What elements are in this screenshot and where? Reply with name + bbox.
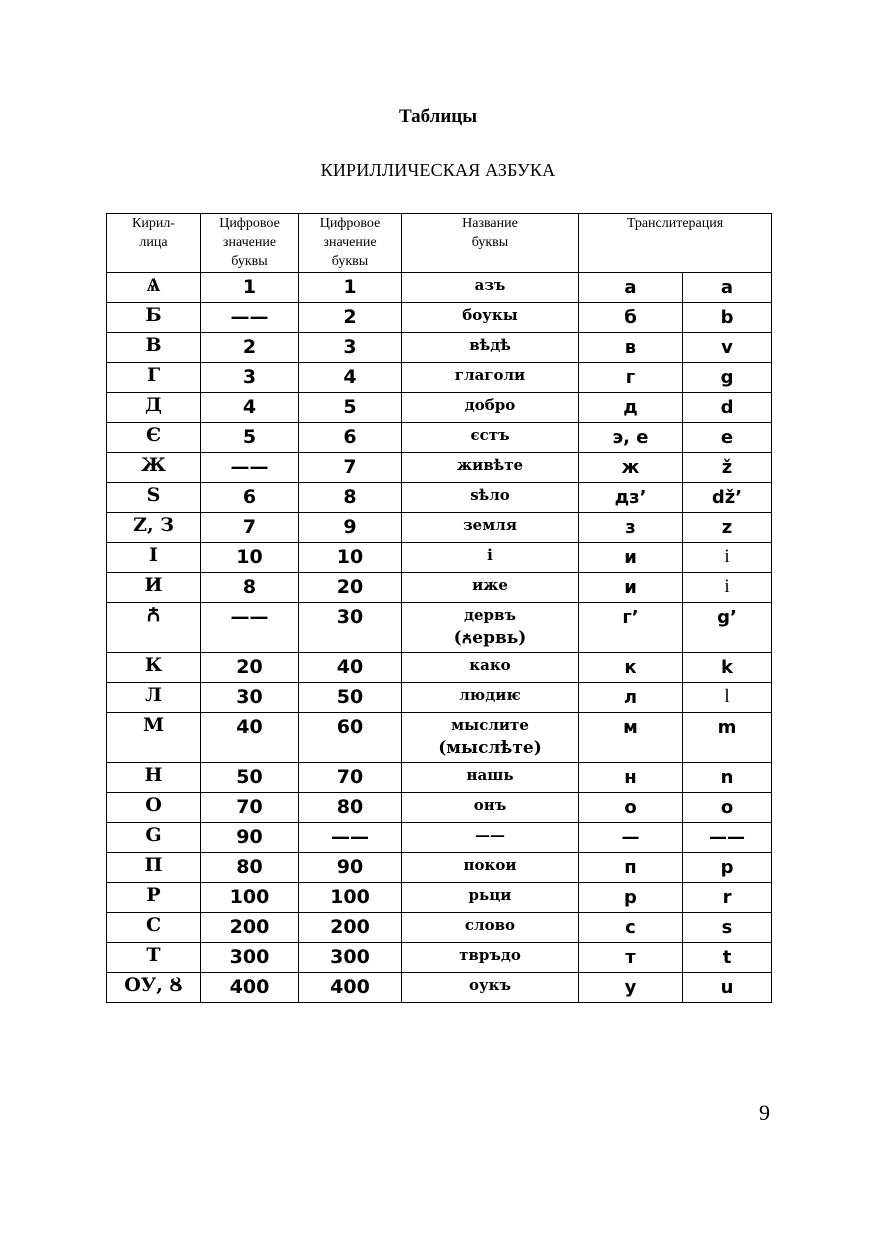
numeric-value-1: 8 bbox=[201, 573, 299, 603]
table-row bbox=[107, 913, 772, 943]
cyrillic-letter: И bbox=[107, 573, 201, 603]
numeric-value-2: 7 bbox=[299, 453, 402, 483]
transliteration-cyrillic: п bbox=[579, 853, 683, 883]
page-heading: Таблицы bbox=[398, 106, 478, 127]
header-transliteration-label: Транслитерация bbox=[626, 216, 724, 231]
letter-name-text: мыслите bbox=[451, 716, 529, 734]
letter-name-text: боукы bbox=[462, 306, 518, 324]
numeric-value-1: 1 bbox=[201, 273, 299, 303]
transliteration-cyrillic: т bbox=[579, 943, 683, 973]
transliteration-latin: i bbox=[683, 573, 772, 603]
letter-name bbox=[402, 853, 579, 883]
table-row bbox=[107, 793, 772, 823]
cyrillic-letter: ОУ, Ȣ bbox=[107, 973, 201, 1003]
table-row bbox=[107, 943, 772, 973]
letter-name-text: иже bbox=[472, 576, 508, 594]
cyrillic-letter: Т bbox=[107, 943, 201, 973]
table-row bbox=[107, 423, 772, 453]
numeric-value-1: —— bbox=[201, 453, 299, 483]
transliteration-cyrillic: и bbox=[579, 573, 683, 603]
numeric-value-2: 70 bbox=[299, 763, 402, 793]
cyrillic-letter: Л bbox=[107, 683, 201, 713]
numeric-value-1: —— bbox=[201, 603, 299, 653]
numeric-value-2: 4 bbox=[299, 363, 402, 393]
letter-name bbox=[402, 513, 579, 543]
numeric-value-1: 5 bbox=[201, 423, 299, 453]
letter-name-text: —— bbox=[475, 826, 505, 844]
letter-name bbox=[402, 943, 579, 973]
table-row bbox=[107, 453, 772, 483]
cyrillic-letter: С bbox=[107, 913, 201, 943]
transliteration-cyrillic: н bbox=[579, 763, 683, 793]
numeric-value-1: 80 bbox=[201, 853, 299, 883]
numeric-value-2: 9 bbox=[299, 513, 402, 543]
letter-name bbox=[402, 763, 579, 793]
letter-name bbox=[402, 573, 579, 603]
letter-name-text: глаголи bbox=[454, 366, 526, 384]
transliteration-latin: k bbox=[683, 653, 772, 683]
table-row bbox=[107, 653, 772, 683]
letter-name-text: како bbox=[469, 656, 511, 674]
numeric-value-2: 20 bbox=[299, 573, 402, 603]
letter-name bbox=[402, 793, 579, 823]
numeric-value-1: 2 bbox=[201, 333, 299, 363]
header-numeric-value-1-label: Цифровое значение буквы bbox=[219, 216, 280, 269]
numeric-value-2: 3 bbox=[299, 333, 402, 363]
letter-name bbox=[402, 393, 579, 423]
header-letter-name-label: Название буквы bbox=[462, 216, 518, 250]
table-body bbox=[107, 273, 772, 1003]
table-row bbox=[107, 483, 772, 513]
letter-name bbox=[402, 973, 579, 1003]
numeric-value-1: 6 bbox=[201, 483, 299, 513]
numeric-value-1: 70 bbox=[201, 793, 299, 823]
numeric-value-2: 90 bbox=[299, 853, 402, 883]
cyrillic-letter: Ѕ bbox=[107, 483, 201, 513]
numeric-value-1: 4 bbox=[201, 393, 299, 423]
transliteration-latin: ž bbox=[683, 453, 772, 483]
cyrillic-letter: П bbox=[107, 853, 201, 883]
table-row bbox=[107, 303, 772, 333]
letter-name-text: ѕѣло bbox=[470, 486, 510, 504]
transliteration-latin: r bbox=[683, 883, 772, 913]
transliteration-cyrillic: о bbox=[579, 793, 683, 823]
transliteration-cyrillic: э, е bbox=[579, 423, 683, 453]
numeric-value-2: 6 bbox=[299, 423, 402, 453]
transliteration-cyrillic: и bbox=[579, 543, 683, 573]
numeric-value-1: 30 bbox=[201, 683, 299, 713]
numeric-value-2: —— bbox=[299, 823, 402, 853]
numeric-value-2: 100 bbox=[299, 883, 402, 913]
table-row bbox=[107, 393, 772, 423]
cyrillic-letter: Ζ, З bbox=[107, 513, 201, 543]
cyrillic-alphabet-table bbox=[106, 213, 772, 1003]
letter-name-text: покои bbox=[463, 856, 517, 874]
transliteration-latin: t bbox=[683, 943, 772, 973]
letter-name bbox=[402, 273, 579, 303]
letter-name-text: рьци bbox=[468, 886, 512, 904]
transliteration-latin: a bbox=[683, 273, 772, 303]
transliteration-latin: g bbox=[683, 363, 772, 393]
numeric-value-1: 300 bbox=[201, 943, 299, 973]
cyrillic-letter: О bbox=[107, 793, 201, 823]
cyrillic-letter: І bbox=[107, 543, 201, 573]
transliteration-latin: i bbox=[683, 543, 772, 573]
transliteration-latin: b bbox=[683, 303, 772, 333]
letter-name bbox=[402, 483, 579, 513]
numeric-value-1: 20 bbox=[201, 653, 299, 683]
letter-name-text: добро bbox=[464, 396, 516, 414]
letter-name bbox=[402, 423, 579, 453]
numeric-value-2: 80 bbox=[299, 793, 402, 823]
transliteration-cyrillic: дз’ bbox=[579, 483, 683, 513]
letter-name bbox=[402, 303, 579, 333]
transliteration-latin: —— bbox=[683, 823, 772, 853]
transliteration-latin: m bbox=[683, 713, 772, 763]
transliteration-latin: o bbox=[683, 793, 772, 823]
cyrillic-letter: К bbox=[107, 653, 201, 683]
letter-name-text: і bbox=[487, 546, 493, 564]
table-row bbox=[107, 713, 772, 763]
letter-name-text: онъ bbox=[473, 796, 507, 814]
transliteration-cyrillic: у bbox=[579, 973, 683, 1003]
letter-name-text: слово bbox=[464, 916, 516, 934]
letter-name bbox=[402, 333, 579, 363]
table-row bbox=[107, 513, 772, 543]
table-row bbox=[107, 853, 772, 883]
header-numeric-value-1 bbox=[201, 214, 299, 273]
table-row bbox=[107, 973, 772, 1003]
transliteration-cyrillic: д bbox=[579, 393, 683, 423]
header-letter-name bbox=[402, 214, 579, 273]
cyrillic-letter: В bbox=[107, 333, 201, 363]
letter-name-text: оукъ bbox=[469, 976, 511, 994]
header-cyrillic-label: Кирил- лица bbox=[132, 216, 175, 250]
cyrillic-letter: Ꙉ bbox=[107, 603, 201, 653]
letter-name-text: вѣдѣ bbox=[469, 336, 511, 354]
transliteration-cyrillic: г bbox=[579, 363, 683, 393]
numeric-value-1: 200 bbox=[201, 913, 299, 943]
letter-name-text: твръдо bbox=[459, 946, 521, 964]
letter-name-text: живѣте bbox=[456, 456, 524, 474]
letter-name bbox=[402, 883, 579, 913]
letter-name bbox=[402, 683, 579, 713]
numeric-value-1: 90 bbox=[201, 823, 299, 853]
cyrillic-letter: Р bbox=[107, 883, 201, 913]
numeric-value-2: 50 bbox=[299, 683, 402, 713]
transliteration-latin: n bbox=[683, 763, 772, 793]
letter-name bbox=[402, 603, 579, 653]
letter-name-variant: (мыслѣте) bbox=[438, 738, 542, 758]
transliteration-latin: z bbox=[683, 513, 772, 543]
numeric-value-1: 3 bbox=[201, 363, 299, 393]
table-row bbox=[107, 363, 772, 393]
table-row bbox=[107, 763, 772, 793]
cyrillic-letter: Є bbox=[107, 423, 201, 453]
numeric-value-1: 7 bbox=[201, 513, 299, 543]
header-numeric-value-2-label: Цифровое значение буквы bbox=[319, 216, 381, 269]
letter-name-text: дервъ bbox=[464, 606, 516, 624]
transliteration-cyrillic: — bbox=[579, 823, 683, 853]
letter-name bbox=[402, 363, 579, 393]
cyrillic-letter: Б bbox=[107, 303, 201, 333]
numeric-value-2: 10 bbox=[299, 543, 402, 573]
transliteration-latin: dž’ bbox=[683, 483, 772, 513]
table-row bbox=[107, 333, 772, 363]
transliteration-cyrillic: ж bbox=[579, 453, 683, 483]
letter-name-text: єстъ bbox=[470, 426, 510, 444]
numeric-value-2: 300 bbox=[299, 943, 402, 973]
transliteration-latin: p bbox=[683, 853, 772, 883]
transliteration-cyrillic: з bbox=[579, 513, 683, 543]
transliteration-latin: d bbox=[683, 393, 772, 423]
transliteration-cyrillic: м bbox=[579, 713, 683, 763]
letter-name bbox=[402, 713, 579, 763]
transliteration-cyrillic: р bbox=[579, 883, 683, 913]
numeric-value-2: 200 bbox=[299, 913, 402, 943]
header-numeric-value-2 bbox=[299, 214, 402, 273]
transliteration-latin: g’ bbox=[683, 603, 772, 653]
numeric-value-1: —— bbox=[201, 303, 299, 333]
transliteration-cyrillic: к bbox=[579, 653, 683, 683]
cyrillic-letter: G bbox=[107, 823, 201, 853]
table-row bbox=[107, 883, 772, 913]
table-title: КИРИЛЛИЧЕСКАЯ АЗБУКА bbox=[320, 160, 556, 180]
letter-name bbox=[402, 913, 579, 943]
numeric-value-2: 2 bbox=[299, 303, 402, 333]
letter-name-text: людиѥ bbox=[459, 686, 521, 704]
numeric-value-2: 40 bbox=[299, 653, 402, 683]
transliteration-latin: e bbox=[683, 423, 772, 453]
numeric-value-1: 10 bbox=[201, 543, 299, 573]
numeric-value-1: 100 bbox=[201, 883, 299, 913]
header-cyrillic bbox=[107, 214, 201, 273]
table-row bbox=[107, 603, 772, 653]
letter-name bbox=[402, 653, 579, 683]
letter-name-text: нашь bbox=[466, 766, 514, 784]
letter-name bbox=[402, 823, 579, 853]
transliteration-latin: v bbox=[683, 333, 772, 363]
page-number: 9 bbox=[759, 1100, 770, 1125]
numeric-value-2: 30 bbox=[299, 603, 402, 653]
letter-name-text: земля bbox=[463, 516, 517, 534]
letter-name bbox=[402, 453, 579, 483]
transliteration-latin: u bbox=[683, 973, 772, 1003]
numeric-value-2: 60 bbox=[299, 713, 402, 763]
cyrillic-letter: М bbox=[107, 713, 201, 763]
transliteration-cyrillic: л bbox=[579, 683, 683, 713]
transliteration-cyrillic: с bbox=[579, 913, 683, 943]
table-row bbox=[107, 573, 772, 603]
cyrillic-letter: Г bbox=[107, 363, 201, 393]
transliteration-cyrillic: а bbox=[579, 273, 683, 303]
table-row bbox=[107, 683, 772, 713]
cyrillic-letter: Н bbox=[107, 763, 201, 793]
numeric-value-1: 50 bbox=[201, 763, 299, 793]
numeric-value-1: 40 bbox=[201, 713, 299, 763]
numeric-value-1: 400 bbox=[201, 973, 299, 1003]
header-transliteration bbox=[579, 214, 772, 273]
transliteration-latin: l bbox=[683, 683, 772, 713]
transliteration-latin: s bbox=[683, 913, 772, 943]
letter-name-variant: (ꙉервь) bbox=[453, 628, 527, 648]
letter-name-text: азъ bbox=[474, 276, 506, 294]
cyrillic-letter: Д bbox=[107, 393, 201, 423]
numeric-value-2: 400 bbox=[299, 973, 402, 1003]
transliteration-cyrillic: г’ bbox=[579, 603, 683, 653]
numeric-value-2: 1 bbox=[299, 273, 402, 303]
table-row bbox=[107, 823, 772, 853]
numeric-value-2: 5 bbox=[299, 393, 402, 423]
numeric-value-2: 8 bbox=[299, 483, 402, 513]
cyrillic-letter: Ж bbox=[107, 453, 201, 483]
table-row bbox=[107, 273, 772, 303]
table-header-row bbox=[107, 214, 772, 273]
cyrillic-letter: Ѧ bbox=[107, 273, 201, 303]
table-row bbox=[107, 543, 772, 573]
transliteration-cyrillic: в bbox=[579, 333, 683, 363]
transliteration-cyrillic: б bbox=[579, 303, 683, 333]
letter-name bbox=[402, 543, 579, 573]
